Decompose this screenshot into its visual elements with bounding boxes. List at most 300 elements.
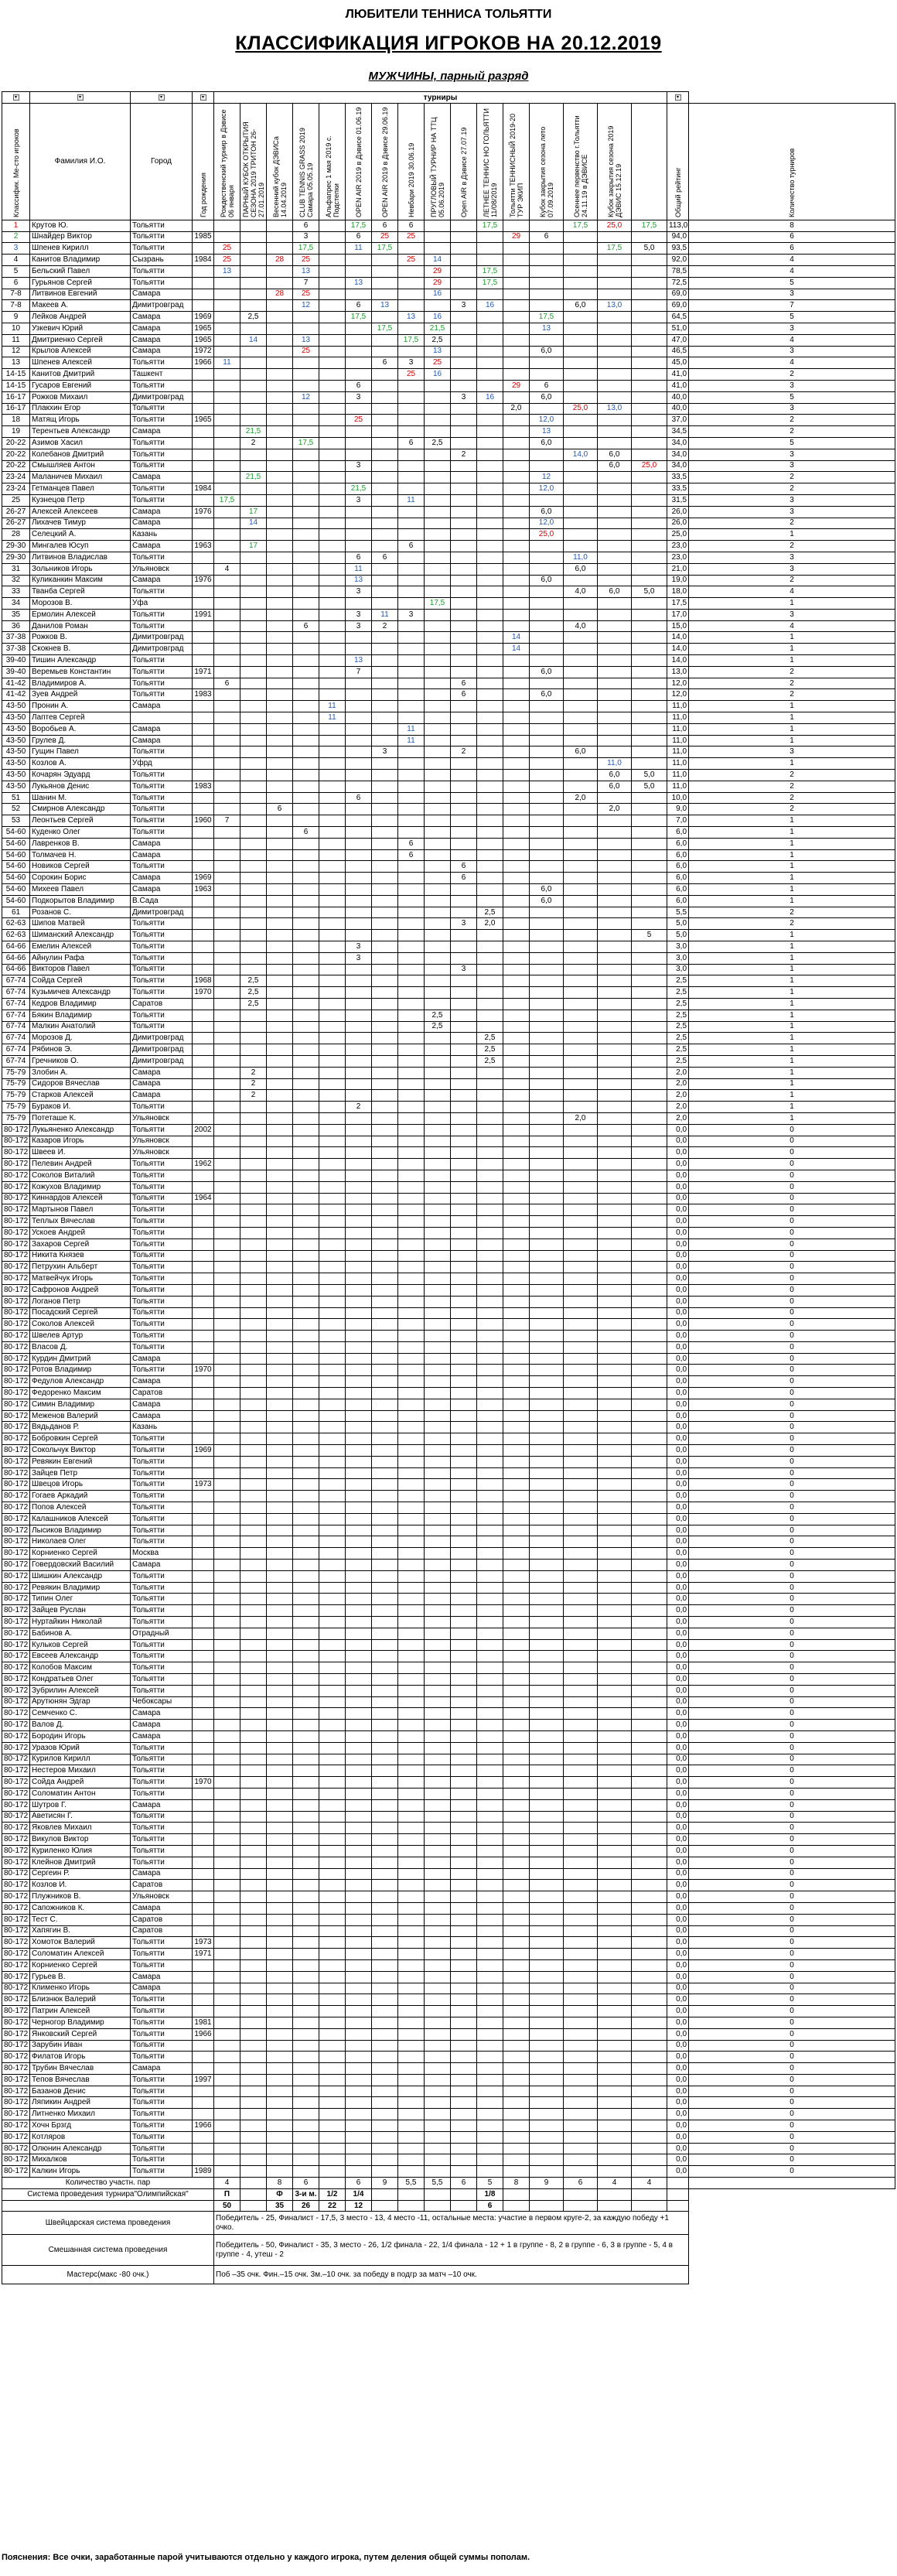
score-cell: [598, 644, 632, 655]
score-cell: [372, 1307, 398, 1319]
table-row: [2, 334, 895, 346]
player-name: Никита Князев: [30, 1250, 131, 1262]
score-cell: [398, 1078, 425, 1090]
score-cell: [319, 277, 346, 289]
score-cell: [398, 1914, 425, 1925]
score-cell: [503, 770, 530, 781]
total-rating: 6,0: [667, 895, 689, 907]
rank-cell: 80-172: [2, 1456, 30, 1467]
birth-year: [193, 1319, 214, 1331]
birth-year: 1963: [193, 541, 214, 552]
score-cell: [214, 483, 240, 495]
swiss-text: Победитель - 25, Финалист - 17,5, 3 место - 13, 4 место -11, остальные места: участие в первом круге-2, за каждую победу +1 очко.: [214, 2212, 689, 2235]
score-cell: [319, 1513, 346, 1525]
birth-year: [193, 1273, 214, 1285]
score-cell: [503, 1124, 530, 1136]
score-cell: [319, 1983, 346, 1994]
total-rating: 11,0: [667, 758, 689, 770]
score-cell: [598, 312, 632, 323]
score-cell: [477, 1868, 503, 1880]
player-city: Тольятти: [131, 1296, 193, 1307]
total-rating: 11,0: [667, 746, 689, 758]
score-cell: [425, 1410, 451, 1422]
filter-dropdown-icon[interactable]: ▾: [675, 94, 681, 101]
player-name: Бельский Павел: [30, 265, 131, 277]
tournament-count: 0: [689, 1284, 895, 1296]
score-cell: [451, 1044, 477, 1056]
score-cell: [398, 1136, 425, 1147]
score-cell: [267, 1525, 293, 1536]
tournament-header-5: [319, 103, 346, 220]
rank-cell: 2: [2, 231, 30, 243]
score-cell: [240, 1467, 267, 1479]
score-cell: [564, 575, 598, 586]
player-name: Ускоев Андрей: [30, 1227, 131, 1238]
score-cell: [425, 426, 451, 438]
rank-cell: 39-40: [2, 655, 30, 667]
score-cell: [632, 1560, 667, 1571]
score-cell: [293, 644, 319, 655]
score-cell: [425, 1925, 451, 1937]
score-cell: [267, 1570, 293, 1582]
score-cell: [346, 357, 372, 369]
score-cell: [214, 1365, 240, 1376]
score-cell: 6,0: [598, 586, 632, 598]
score-cell: [372, 987, 398, 999]
score-cell: [503, 689, 530, 701]
score-cell: [267, 1949, 293, 1960]
score-cell: [632, 2154, 667, 2166]
birth-year: 1991: [193, 609, 214, 620]
score-cell: [293, 1513, 319, 1525]
score-cell: [267, 1376, 293, 1388]
score-cell: [451, 323, 477, 334]
score-cell: [214, 2086, 240, 2097]
tournament-count: 0: [689, 1376, 895, 1388]
score-cell: [398, 792, 425, 804]
player-name: Сидоров Вячеслав: [30, 1078, 131, 1090]
score-cell: [598, 1891, 632, 1903]
score-cell: [319, 941, 346, 953]
score-cell: [564, 2028, 598, 2040]
table-row: [2, 907, 895, 918]
table-row: [2, 2097, 895, 2109]
score-cell: [425, 907, 451, 918]
score-cell: [632, 1112, 667, 1124]
score-cell: [598, 1639, 632, 1651]
score-cell: [319, 873, 346, 884]
score-cell: [451, 1868, 477, 1880]
score-cell: 6: [346, 792, 372, 804]
player-name: Толмачев Н.: [30, 849, 131, 861]
rank-cell: 80-172: [2, 2166, 30, 2178]
rank-cell: 64-66: [2, 964, 30, 975]
score-cell: [425, 1639, 451, 1651]
score-cell: 2: [240, 437, 267, 449]
score-cell: [214, 632, 240, 644]
table-row: [2, 289, 895, 300]
score-cell: 7: [346, 666, 372, 678]
score-cell: 2,5: [240, 998, 267, 1010]
score-cell: [451, 1696, 477, 1708]
score-cell: 3: [346, 952, 372, 964]
score-cell: [346, 1570, 372, 1582]
tournament-count: 0: [689, 1639, 895, 1651]
score-cell: [346, 884, 372, 896]
rank-cell: 80-172: [2, 1399, 30, 1410]
player-name: Морозов В.: [30, 598, 131, 610]
total-rating: 0,0: [667, 1227, 689, 1238]
score-cell: 11: [398, 735, 425, 746]
score-cell: [632, 1628, 667, 1639]
score-cell: 13: [530, 426, 564, 438]
score-cell: [425, 712, 451, 724]
score-cell: [598, 1044, 632, 1056]
tournament-count: 0: [689, 1319, 895, 1331]
score-cell: [564, 1937, 598, 1949]
score-cell: [240, 804, 267, 815]
score-cell: [503, 655, 530, 667]
score-cell: 4,0: [564, 620, 598, 632]
rank-cell: 80-172: [2, 1868, 30, 1880]
score-cell: [477, 952, 503, 964]
score-cell: [477, 2040, 503, 2052]
score-cell: [346, 1044, 372, 1056]
player-name: Ревякин Владимир: [30, 1582, 131, 1594]
player-name: Зубрилин Алексей: [30, 1685, 131, 1696]
player-city: Тольятти: [131, 265, 193, 277]
score-cell: [319, 494, 346, 506]
player-city: Тольятти: [131, 1238, 193, 1250]
total-rating: 2,0: [667, 1078, 689, 1090]
score-cell: [598, 357, 632, 369]
score-cell: [503, 1262, 530, 1273]
score-cell: [530, 1102, 564, 1113]
birth-year: [193, 369, 214, 381]
total-rating: 45,0: [667, 357, 689, 369]
tournament-count: 0: [689, 1216, 895, 1228]
score-cell: [372, 884, 398, 896]
score-cell: [503, 884, 530, 896]
score-cell: [477, 1959, 503, 1971]
score-cell: [398, 506, 425, 518]
tournament-count: 0: [689, 1399, 895, 1410]
tournament-count: 2: [689, 678, 895, 689]
player-name: Лукьянов Денис: [30, 781, 131, 792]
score-cell: [267, 1628, 293, 1639]
rank-cell: 80-172: [2, 1307, 30, 1319]
score-cell: [503, 941, 530, 953]
score-cell: [293, 1617, 319, 1628]
tournament-count: 0: [689, 1422, 895, 1433]
player-city: Казань: [131, 1422, 193, 1433]
score-cell: [398, 1433, 425, 1445]
player-city: Тольятти: [131, 1479, 193, 1491]
score-cell: 3: [451, 391, 477, 403]
score-cell: [372, 541, 398, 552]
score-cell: [267, 918, 293, 930]
tournament-count: 0: [689, 1662, 895, 1674]
score-cell: [214, 1410, 240, 1422]
score-cell: [293, 1536, 319, 1548]
score-cell: [319, 1479, 346, 1491]
total-rating: 11,0: [667, 770, 689, 781]
score-cell: [632, 1925, 667, 1937]
tournament-count: 0: [689, 1754, 895, 1765]
score-cell: [530, 1159, 564, 1170]
tournament-header-8-label: Невбари 2019 30.06.19: [407, 142, 415, 217]
score-cell: [477, 1284, 503, 1296]
score-cell: [477, 1399, 503, 1410]
score-cell: [564, 506, 598, 518]
score-cell: [425, 644, 451, 655]
score-cell: [451, 952, 477, 964]
tournament-count: 0: [689, 1720, 895, 1731]
total-rating: 0,0: [667, 1845, 689, 1857]
score-cell: [267, 2063, 293, 2075]
score-cell: 2: [240, 1067, 267, 1078]
score-cell: [451, 1353, 477, 1365]
table-row: [2, 1971, 895, 1983]
tournament-count: 1: [689, 964, 895, 975]
score-cell: [267, 541, 293, 552]
birth-year: [193, 391, 214, 403]
score-cell: [267, 1799, 293, 1811]
score-cell: [293, 312, 319, 323]
score-cell: [530, 1445, 564, 1457]
score-cell: [425, 1044, 451, 1056]
score-cell: [503, 586, 530, 598]
birth-year: [193, 2131, 214, 2143]
score-cell: [240, 964, 267, 975]
player-city: Самара: [131, 1708, 193, 1720]
score-cell: [346, 2063, 372, 2075]
player-city: Тольятти: [131, 678, 193, 689]
table-row: [2, 1388, 895, 1399]
player-city: Тольятти: [131, 437, 193, 449]
player-city: Тольятти: [131, 804, 193, 815]
total-rating: 0,0: [667, 2006, 689, 2017]
score-cell: [632, 1365, 667, 1376]
system-points: 3-и м.: [293, 2188, 319, 2200]
score-cell: [293, 655, 319, 667]
score-cell: 12: [530, 472, 564, 483]
score-cell: [214, 1639, 240, 1651]
score-cell: [632, 1456, 667, 1467]
total-rating: 34,0: [667, 437, 689, 449]
filter-dropdown-icon[interactable]: ▾: [77, 94, 84, 101]
score-cell: [398, 472, 425, 483]
player-city: Димитровград: [131, 1055, 193, 1067]
score-cell: [530, 1262, 564, 1273]
score-cell: [372, 575, 398, 586]
score-cell: [564, 2074, 598, 2086]
player-name: Соколов Виталий: [30, 1170, 131, 1181]
score-cell: [346, 598, 372, 610]
score-cell: [530, 2097, 564, 2109]
player-city: Тольятти: [131, 1754, 193, 1765]
score-cell: [214, 1823, 240, 1834]
score-cell: [598, 1525, 632, 1536]
score-cell: [632, 323, 667, 334]
score-cell: [240, 1422, 267, 1433]
tournament-count: 0: [689, 2120, 895, 2132]
score-cell: [214, 552, 240, 563]
score-cell: [293, 1445, 319, 1457]
score-cell: [346, 1536, 372, 1548]
score-cell: [398, 1491, 425, 1502]
score-cell: [214, 1570, 240, 1582]
score-cell: [564, 2006, 598, 2017]
table-row: [2, 2131, 895, 2143]
score-cell: [293, 1044, 319, 1056]
score-cell: [598, 1467, 632, 1479]
table-row: [2, 2143, 895, 2154]
score-cell: [346, 506, 372, 518]
score-cell: [293, 1410, 319, 1422]
tournament-count: 0: [689, 2154, 895, 2166]
filter-dropdown-icon[interactable]: ▾: [159, 94, 165, 101]
score-cell: [598, 575, 632, 586]
score-cell: [477, 1742, 503, 1754]
score-cell: 6,0: [598, 770, 632, 781]
score-cell: [530, 1560, 564, 1571]
score-cell: [214, 1238, 240, 1250]
tournament-count: 1: [689, 1033, 895, 1044]
tournament-header-11-label: ЛЕТНЕЕ ТЕННИС НО ГОЛЬЯТТИ 11/08/2019: [482, 108, 498, 217]
rank-cell: 29-30: [2, 552, 30, 563]
score-cell: 6,0: [564, 746, 598, 758]
player-name: Подкорытов Владимир: [30, 895, 131, 907]
score-cell: [425, 655, 451, 667]
filter-dropdown-icon[interactable]: ▾: [13, 94, 19, 101]
score-cell: [564, 1136, 598, 1147]
total-rating: 0,0: [667, 1548, 689, 1560]
player-name: Сорокин Борис: [30, 873, 131, 884]
score-cell: [477, 449, 503, 460]
score-cell: [346, 2028, 372, 2040]
score-cell: [598, 746, 632, 758]
player-name: Смирнов Александр: [30, 804, 131, 815]
total-rating: 6,0: [667, 838, 689, 849]
score-cell: [451, 2097, 477, 2109]
filter-dropdown-icon[interactable]: ▾: [200, 94, 206, 101]
score-cell: [214, 1124, 240, 1136]
score-cell: [398, 1331, 425, 1342]
tournament-header-11: [477, 103, 503, 220]
score-cell: [319, 975, 346, 987]
player-name: Злобин А.: [30, 1067, 131, 1078]
score-cell: [530, 2017, 564, 2028]
score-cell: [372, 1708, 398, 1720]
score-cell: [319, 918, 346, 930]
score-cell: [319, 1799, 346, 1811]
tournament-count: 0: [689, 1124, 895, 1136]
score-cell: [530, 1605, 564, 1617]
score-cell: [503, 930, 530, 941]
total-rating: 0,0: [667, 1502, 689, 1514]
score-cell: [425, 861, 451, 873]
score-cell: [632, 873, 667, 884]
tournament-count: 0: [689, 1227, 895, 1238]
score-cell: [293, 1204, 319, 1216]
score-cell: [451, 1193, 477, 1204]
tournament-count: 1: [689, 987, 895, 999]
rank-cell: 80-172: [2, 1617, 30, 1628]
score-cell: [346, 1456, 372, 1467]
score-cell: [214, 518, 240, 529]
score-cell: [564, 1341, 598, 1353]
score-cell: [398, 1067, 425, 1078]
score-cell: [214, 346, 240, 357]
score-cell: [451, 1662, 477, 1674]
player-city: Чебоксары: [131, 1696, 193, 1708]
score-cell: [530, 1067, 564, 1078]
score-cell: [503, 998, 530, 1010]
score-cell: [564, 2086, 598, 2097]
score-cell: [564, 1365, 598, 1376]
player-name: Потеташе К.: [30, 1112, 131, 1124]
score-cell: [477, 1823, 503, 1834]
score-cell: [503, 1319, 530, 1331]
score-cell: [503, 1044, 530, 1056]
score-cell: [398, 1639, 425, 1651]
rank-cell: 80-172: [2, 1742, 30, 1754]
score-cell: [214, 1891, 240, 1903]
score-cell: [503, 1365, 530, 1376]
score-cell: [632, 849, 667, 861]
table-row: [2, 2120, 895, 2132]
score-cell: [372, 1971, 398, 1983]
score-cell: [293, 815, 319, 827]
score-cell: [503, 518, 530, 529]
score-cell: [372, 1823, 398, 1834]
player-city: Тольятти: [131, 655, 193, 667]
total-rating: 6,0: [667, 873, 689, 884]
score-cell: [240, 1937, 267, 1949]
score-cell: [503, 1284, 530, 1296]
score-cell: [372, 1170, 398, 1181]
score-cell: [346, 346, 372, 357]
player-city: Самара: [131, 735, 193, 746]
score-cell: [293, 1754, 319, 1765]
score-cell: [503, 907, 530, 918]
score-cell: [564, 2109, 598, 2120]
score-cell: [372, 1925, 398, 1937]
rank-cell: 80-172: [2, 1193, 30, 1204]
table-row: [2, 1147, 895, 1159]
score-cell: [503, 1170, 530, 1181]
rank-cell: 62-63: [2, 918, 30, 930]
total-rating: 2,5: [667, 1010, 689, 1021]
score-cell: [267, 460, 293, 472]
score-cell: [425, 380, 451, 391]
score-cell: [632, 1055, 667, 1067]
player-name: Кедров Владимир: [30, 998, 131, 1010]
score-cell: [293, 964, 319, 975]
score-cell: [503, 1513, 530, 1525]
score-cell: [564, 723, 598, 735]
player-city: Самара: [131, 1078, 193, 1090]
score-cell: [598, 975, 632, 987]
table-row: [2, 1502, 895, 1514]
score-cell: [293, 2154, 319, 2166]
player-name: Колобов Максим: [30, 1662, 131, 1674]
system-points: [564, 2188, 598, 2200]
tournaments-group-header: турниры: [214, 92, 667, 104]
score-cell: [240, 1880, 267, 1891]
score-cell: [267, 449, 293, 460]
